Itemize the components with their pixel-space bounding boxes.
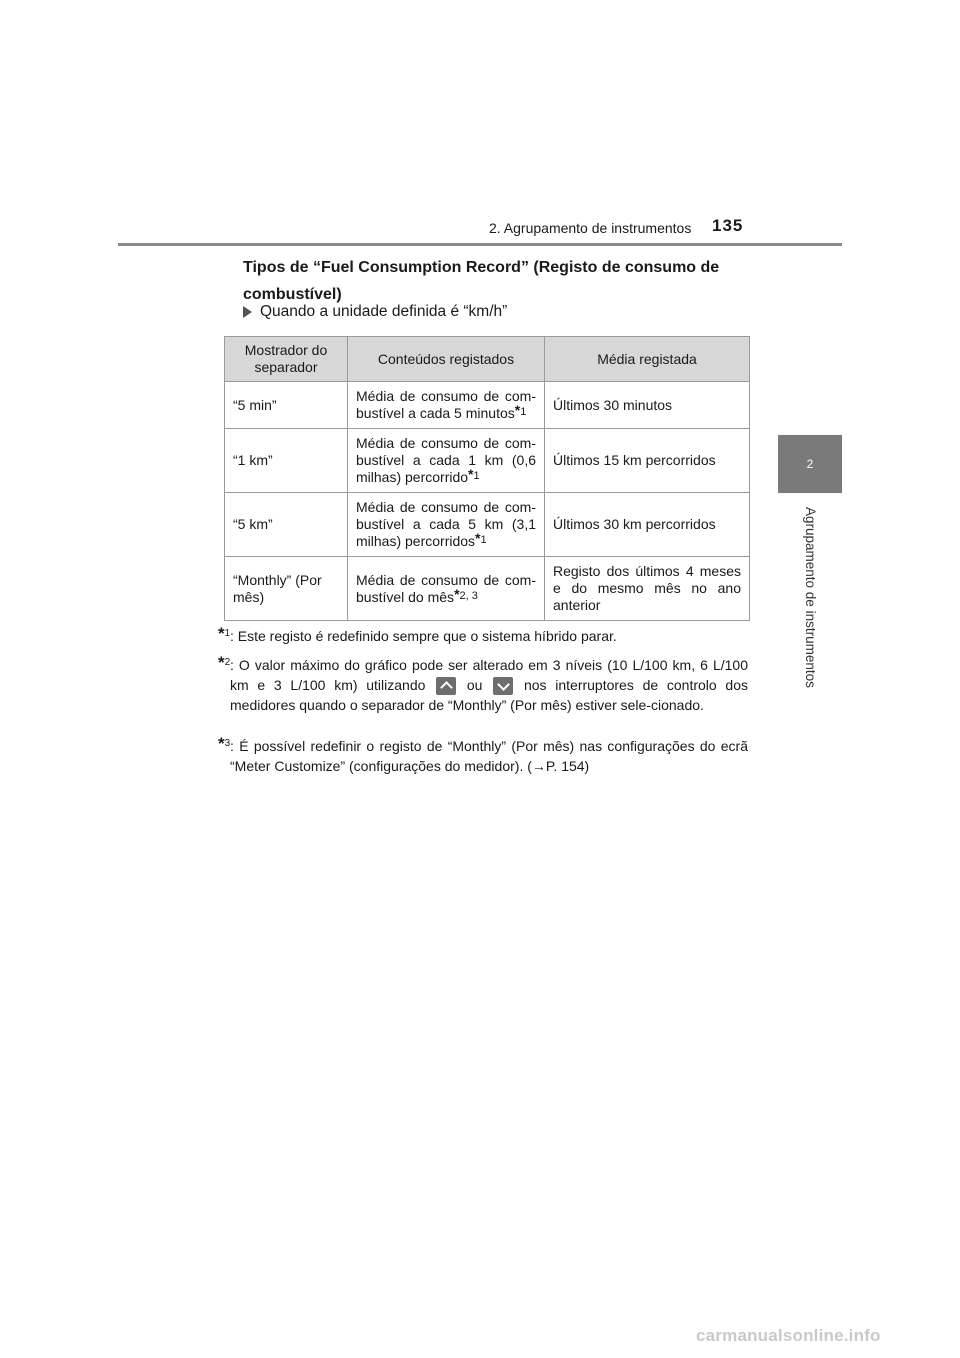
footnote-ref: *1 bbox=[475, 530, 487, 546]
footnote-text: : É possível redefinir o registo de “Monthly” (Por mês) nas configurações do ecrã “Meter Customize” (configurações do medidor). (→P. 154) bbox=[230, 738, 748, 774]
chevron-up-icon bbox=[436, 677, 456, 695]
table-cell-display: “5 km” bbox=[225, 493, 348, 557]
content-text: Média de consumo de com-bustível do mês bbox=[356, 571, 536, 605]
table-cell-content bbox=[348, 429, 545, 493]
footnote-ref: *1 bbox=[468, 466, 480, 482]
table-header-cell: Mostrador do separador bbox=[225, 337, 348, 382]
footnote-ref-number: 1 bbox=[480, 534, 487, 546]
fuel-record-table bbox=[224, 336, 750, 621]
chapter-side-label-text: Agrupamento de instrumentos bbox=[803, 507, 818, 688]
footnote-text bbox=[218, 655, 748, 715]
content-text: Média de consumo de com-bustível a cada 5 km (3,1 milhas) percorridos bbox=[356, 499, 536, 549]
footnote-text-part: nos interruptores de controlo dos medidores quando o separador de “Monthly” (Por mês) estiver sele-cionado. bbox=[230, 677, 748, 714]
table-cell-display: “Monthly” (Por mês) bbox=[225, 557, 348, 621]
watermark: carmanualsonline.info bbox=[696, 1326, 881, 1345]
table-cell-average: Últimos 30 km percorridos bbox=[545, 493, 750, 557]
table-cell-average: Últimos 30 minutos bbox=[545, 382, 750, 429]
footnote-ref-number: 1 bbox=[520, 406, 527, 418]
table-header-cell: Média registada bbox=[545, 337, 750, 382]
condition-line bbox=[243, 303, 507, 321]
footnote-text-part: ou bbox=[466, 677, 483, 693]
table-row bbox=[225, 429, 750, 493]
arrow-right-icon bbox=[243, 306, 252, 318]
footnote-ref-number: 2, 3 bbox=[459, 589, 478, 602]
table-cell-average: Registo dos últimos 4 meses e do mesmo mês no ano anterior bbox=[545, 557, 750, 621]
footnote-1 bbox=[218, 626, 748, 646]
table-header-row bbox=[225, 337, 750, 382]
page-number: 135 bbox=[712, 216, 744, 235]
footnote-2 bbox=[218, 655, 748, 715]
footnote-mark: *$^1$ bbox=[218, 624, 231, 643]
table-header-cell: Conteúdos registados bbox=[348, 337, 545, 382]
footnote-mark-number: 3 bbox=[224, 738, 231, 749]
footnote-text-part: : O valor máximo do gráfico pode ser alterado em 3 níveis (10 L/100 km, 6 L/100 km e 3 L/100 km) utilizando bbox=[230, 657, 748, 693]
table-cell-content bbox=[348, 382, 545, 429]
chapter-side-label bbox=[802, 507, 822, 697]
chapter-tab: 2 bbox=[778, 435, 842, 493]
table-row bbox=[225, 493, 750, 557]
footnote-ref-number: 1 bbox=[473, 470, 480, 482]
footnote-text: : Este registo é redefinido sempre que o sistema híbrido parar. bbox=[230, 628, 617, 644]
table-cell-average: Últimos 15 km percorridos bbox=[545, 429, 750, 493]
table-row bbox=[225, 557, 750, 621]
table-cell-content bbox=[348, 493, 545, 557]
table-cell-display: “5 min” bbox=[225, 382, 348, 429]
footnote-ref: *2, 3 bbox=[454, 585, 478, 602]
table-cell-display: “1 km” bbox=[225, 429, 348, 493]
footnote-mark-number: 1 bbox=[224, 628, 231, 639]
table-cell-content bbox=[348, 557, 545, 621]
footnote-mark: *$^3$ bbox=[218, 734, 231, 753]
footnote-3 bbox=[218, 736, 748, 776]
header-section-title: 2. Agrupamento de instrumentos bbox=[489, 220, 692, 236]
footnote-mark-number: 2 bbox=[224, 657, 231, 668]
table-row bbox=[225, 382, 750, 429]
chevron-down-icon bbox=[493, 677, 513, 695]
header-rule bbox=[118, 243, 842, 246]
footnote-ref: *1 bbox=[514, 402, 527, 418]
footnote-mark: *$^2$ bbox=[218, 653, 231, 672]
section-title: Tipos de “Fuel Consumption Record” (Registo de consumo de combustível) bbox=[243, 259, 720, 303]
content-text: Média de consumo de com-bustível a cada 5 minutos bbox=[356, 388, 536, 421]
condition-text: Quando a unidade definida é “km/h” bbox=[260, 303, 508, 320]
content-text: Média de consumo de com-bustível a cada 1 km (0,6 milhas) percorrido bbox=[356, 435, 536, 485]
